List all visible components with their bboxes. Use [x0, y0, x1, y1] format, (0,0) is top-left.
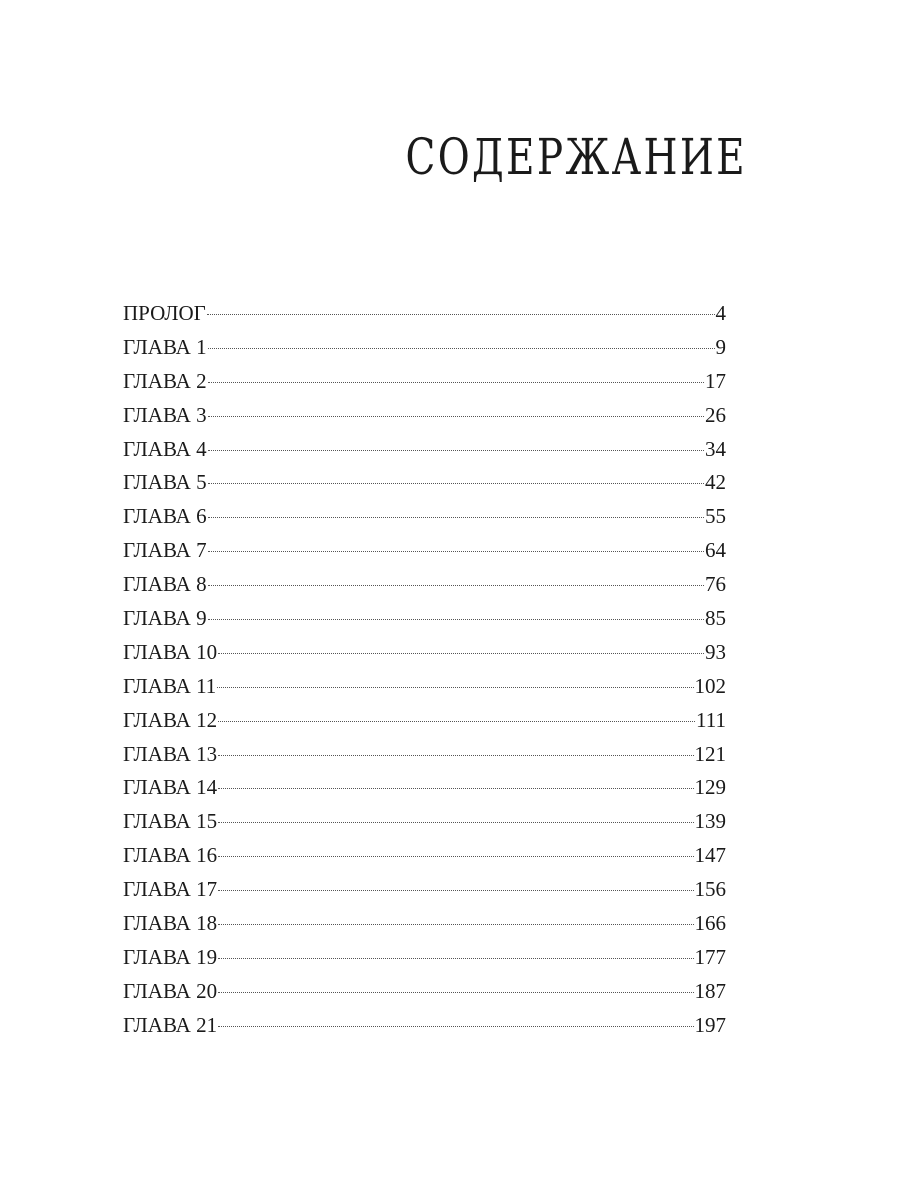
toc-entry-label: ГЛАВА 19	[123, 944, 218, 969]
dot-leader	[208, 619, 704, 620]
dot-leader	[218, 653, 704, 654]
dot-leader	[218, 890, 693, 891]
dot-leader	[208, 551, 704, 552]
toc-entry-label: ГЛАВА 18	[123, 911, 218, 936]
toc-entry[interactable]	[123, 500, 726, 534]
table-of-contents	[123, 297, 726, 1043]
toc-entry-page-number: 147	[694, 843, 726, 868]
dot-leader	[218, 856, 693, 857]
toc-entry[interactable]	[123, 602, 726, 636]
dot-leader	[218, 822, 693, 823]
toc-entry-label: ГЛАВА 12	[123, 707, 218, 732]
toc-entry[interactable]	[123, 670, 726, 704]
toc-entry-label: ГЛАВА 8	[123, 572, 207, 597]
toc-entry-label: ГЛАВА 21	[123, 1012, 218, 1037]
toc-entry-page-number: 9	[715, 334, 726, 359]
dot-leader	[208, 483, 704, 484]
toc-entry-label: ГЛАВА 20	[123, 978, 218, 1003]
toc-entry-page-number: 55	[705, 504, 726, 529]
toc-entry-label: ГЛАВА 7	[123, 538, 207, 563]
toc-entry-label: ГЛАВА 3	[123, 402, 207, 427]
toc-entry[interactable]	[123, 365, 726, 399]
dot-leader	[208, 517, 704, 518]
toc-entry-label: ГЛАВА 13	[123, 741, 218, 766]
toc-entry-page-number: 139	[694, 809, 726, 834]
toc-entry-label: ГЛАВА 10	[123, 639, 218, 664]
page-title: СОДЕРЖАНИЕ	[405, 128, 747, 186]
toc-entry-page-number: 17	[705, 368, 726, 393]
toc-entry-label: ГЛАВА 5	[123, 470, 207, 495]
toc-entry[interactable]	[123, 636, 726, 670]
toc-entry-page-number: 85	[705, 606, 726, 631]
toc-entry-page-number: 4	[715, 301, 726, 325]
toc-entry[interactable]	[123, 704, 726, 738]
dot-leader	[218, 721, 695, 722]
toc-entry-page-number: 129	[694, 775, 726, 800]
dot-leader	[218, 755, 693, 756]
dot-leader	[208, 382, 704, 383]
toc-entry[interactable]	[123, 331, 726, 365]
dot-leader	[218, 924, 693, 925]
dot-leader	[208, 348, 715, 349]
toc-entry[interactable]	[123, 568, 726, 602]
dot-leader	[218, 788, 693, 789]
toc-entry-page-number: 166	[694, 911, 726, 936]
toc-entry-page-number: 102	[694, 673, 726, 698]
toc-entry-label: ПРОЛОГ	[123, 301, 206, 325]
toc-entry-label: ГЛАВА 2	[123, 368, 207, 393]
dot-leader	[207, 314, 715, 315]
dot-leader	[218, 992, 693, 993]
toc-entry-label: ГЛАВА 9	[123, 606, 207, 631]
dot-leader	[218, 958, 693, 959]
toc-entry[interactable]	[123, 399, 726, 433]
toc-entry[interactable]	[123, 466, 726, 500]
dot-leader	[208, 450, 704, 451]
toc-entry-label: ГЛАВА 16	[123, 843, 218, 868]
toc-entry-page-number: 76	[705, 572, 726, 597]
toc-entry-page-number: 26	[705, 402, 726, 427]
toc-entry-label: ГЛАВА 17	[123, 877, 218, 902]
toc-entry[interactable]	[123, 941, 726, 975]
dot-leader	[208, 585, 704, 586]
toc-entry[interactable]	[123, 738, 726, 772]
toc-entry-label: ГЛАВА 14	[123, 775, 218, 800]
toc-entry-page-number: 93	[705, 639, 726, 664]
toc-entry-page-number: 187	[694, 978, 726, 1003]
toc-entry-page-number: 42	[705, 470, 726, 495]
toc-entry-label: ГЛАВА 15	[123, 809, 218, 834]
toc-entry-page-number: 177	[694, 944, 726, 969]
toc-entry[interactable]	[123, 1009, 726, 1043]
toc-entry-page-number: 121	[694, 741, 726, 766]
toc-entry[interactable]	[123, 297, 726, 331]
toc-entry-page-number: 64	[705, 538, 726, 563]
toc-entry[interactable]	[123, 839, 726, 873]
toc-entry-page-number: 34	[705, 436, 726, 461]
toc-entry-label: ГЛАВА 4	[123, 436, 207, 461]
dot-leader	[208, 416, 704, 417]
toc-entry-page-number: 156	[694, 877, 726, 902]
dot-leader	[218, 1026, 693, 1027]
toc-entry[interactable]	[123, 873, 726, 907]
toc-entry-label: ГЛАВА 1	[123, 334, 207, 359]
toc-entry[interactable]	[123, 975, 726, 1009]
toc-entry-page-number: 197	[694, 1012, 726, 1037]
toc-entry-label: ГЛАВА 6	[123, 504, 207, 529]
toc-entry[interactable]	[123, 771, 726, 805]
dot-leader	[217, 687, 693, 688]
toc-entry-label: ГЛАВА 11	[123, 673, 217, 698]
toc-entry[interactable]	[123, 534, 726, 568]
toc-entry[interactable]	[123, 805, 726, 839]
toc-entry[interactable]	[123, 907, 726, 941]
toc-entry[interactable]	[123, 433, 726, 467]
toc-entry-page-number: 111	[696, 707, 726, 732]
